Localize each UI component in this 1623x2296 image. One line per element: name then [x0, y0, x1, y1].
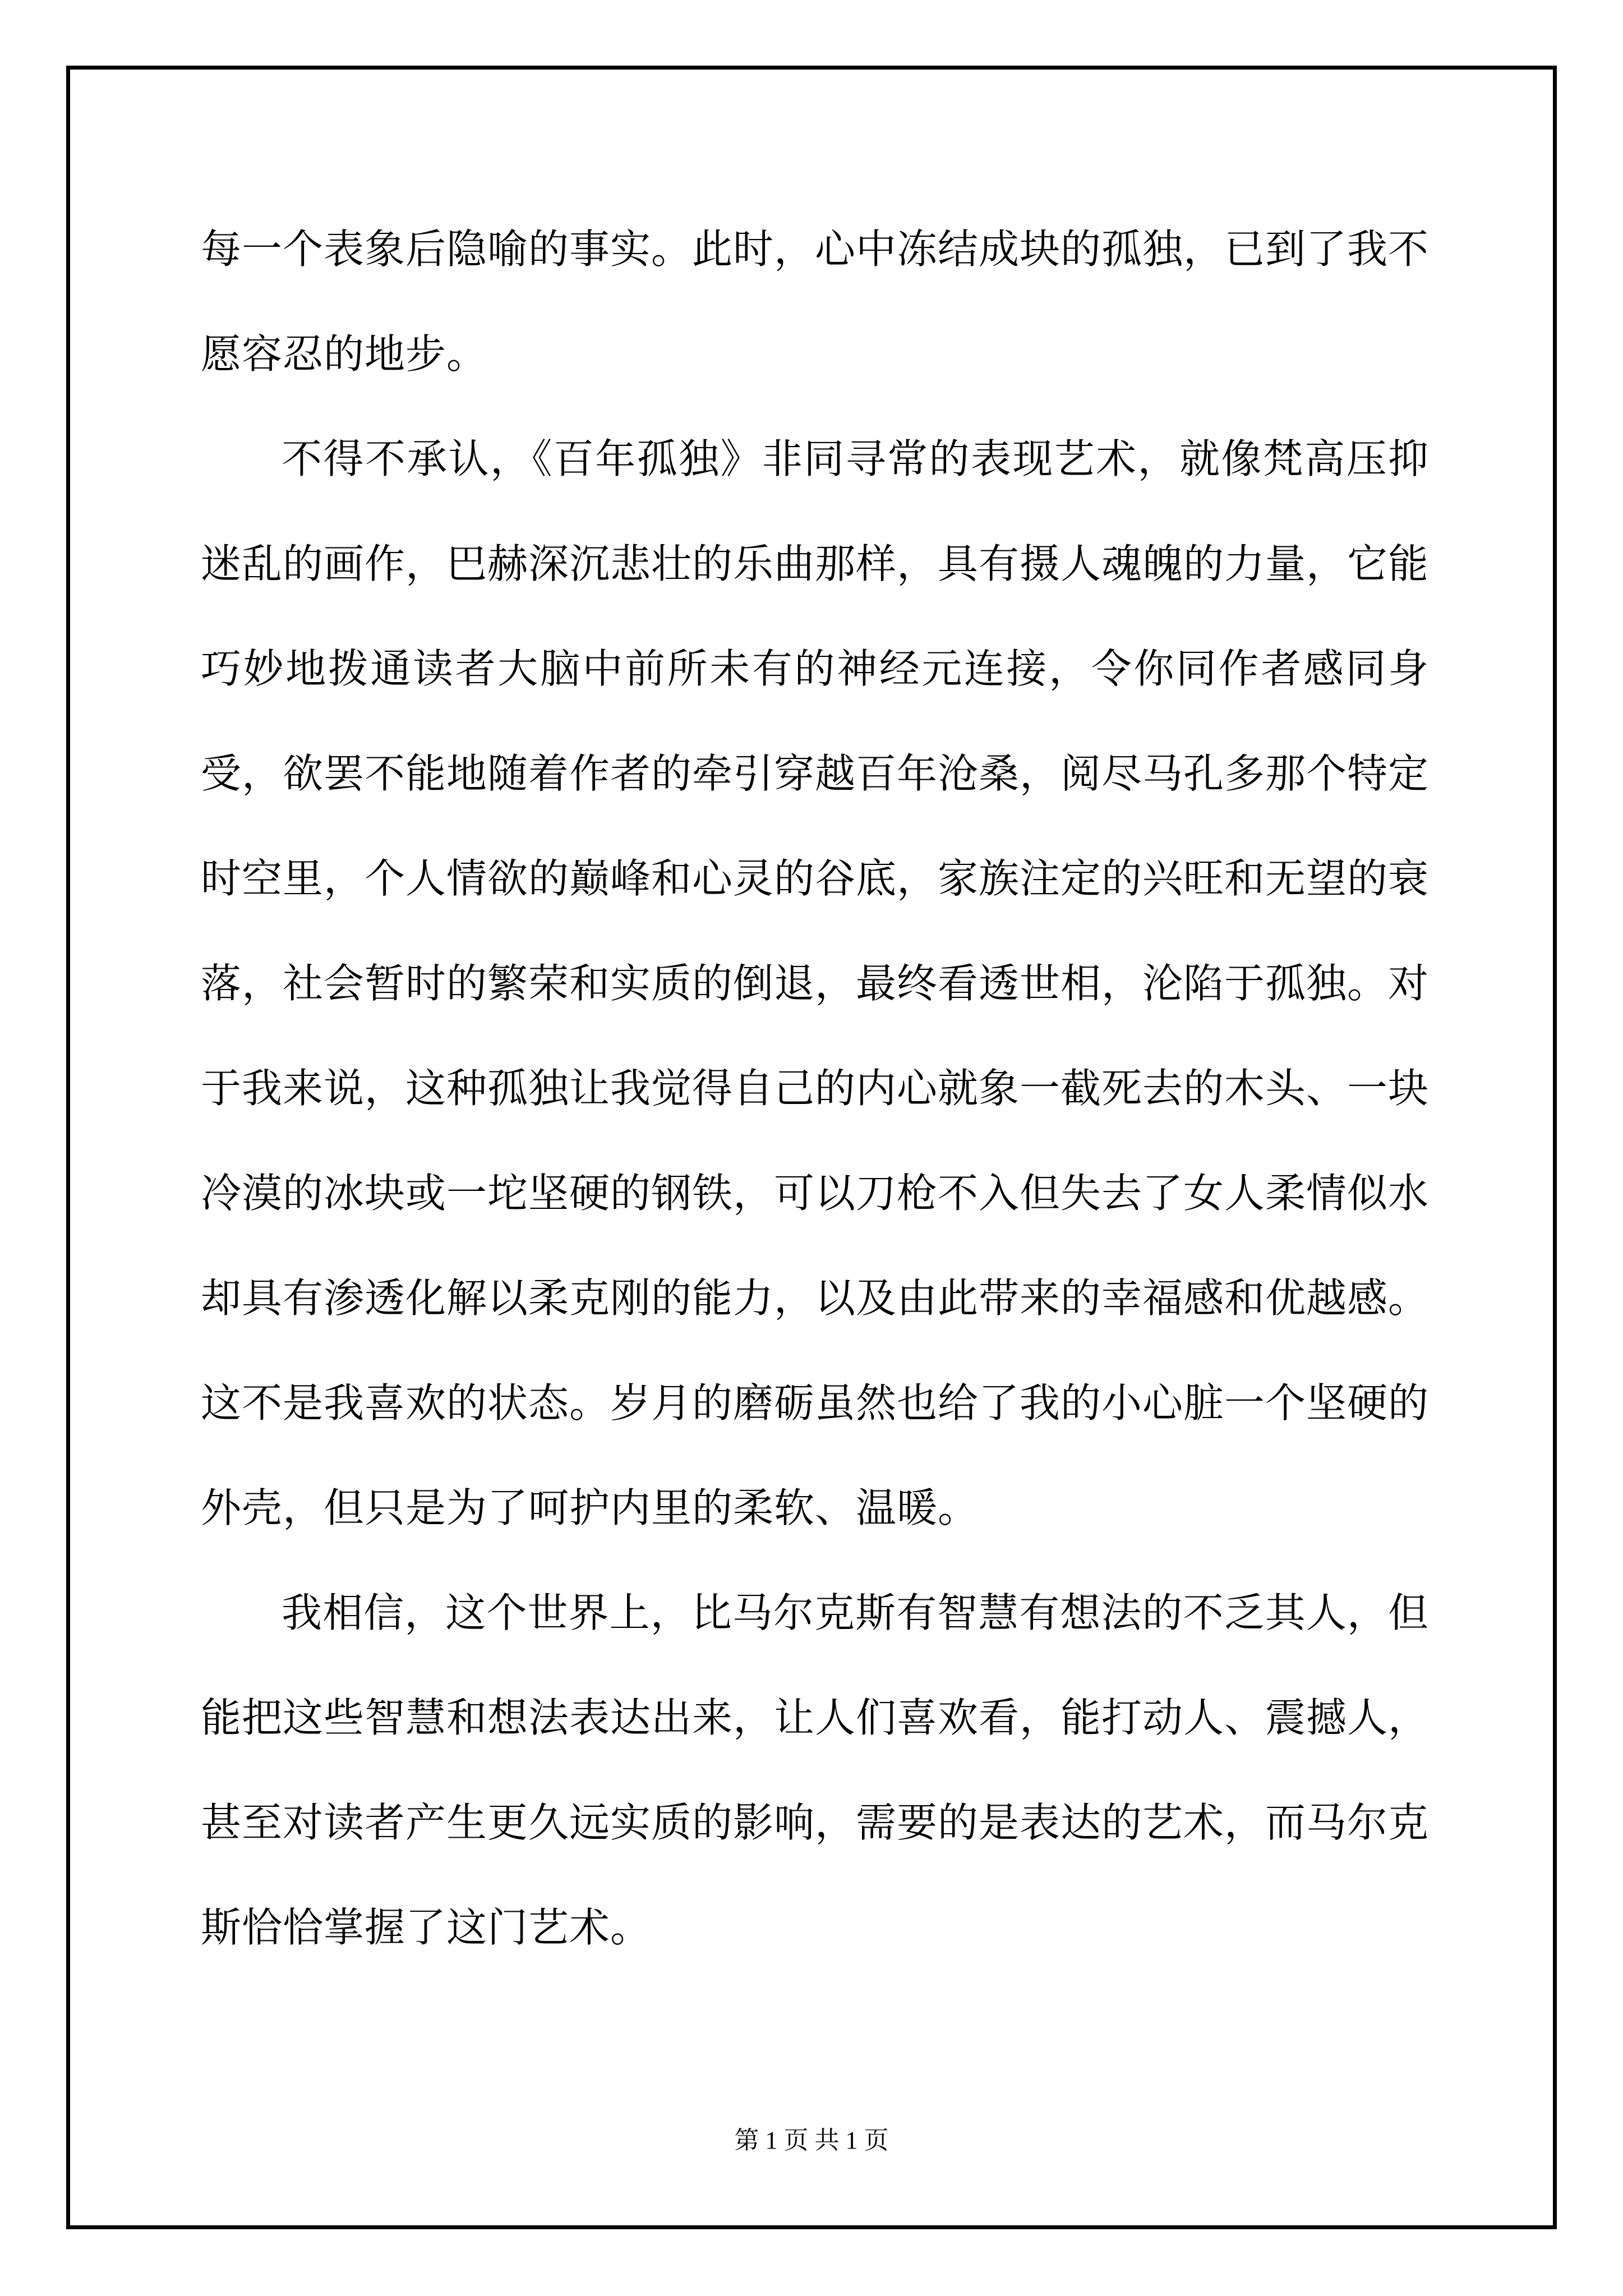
body-paragraph: 每一个表象后隐喻的事实。此时，心中冻结成块的孤独，已到了我不愿容忍的地步。 [201, 227, 1430, 377]
body-paragraph: 我相信，这个世界上，比马尔克斯有智慧有想法的不乏其人，但能把这些智慧和想法表达出来，让人们喜欢看，能打动人、震撼人，甚至对读者产生更久远实质的影响，需要的是表达的艺术，而马尔克斯恰恰掌握了这门艺术。 [201, 1591, 1430, 1950]
page-number-label: 第 1 页 共 1 页 [734, 2127, 889, 2154]
body-paragraph: 不得不承认，《百年孤独》非同寻常的表现艺术，就像梵高压抑迷乱的画作，巴赫深沉悲壮的乐曲那样，具有摄人魂魄的力量，它能巧妙地拨通读者大脑中前所未有的神经元连接，令你同作者感同身受，欲罢不能地随着作者的牵引穿越百年沧桑，阅尽马孔多那个特定时空里，个人情欲的巅峰和心灵的谷底，家族注定的兴旺和无望的衰落，社会暂时的繁荣和实质的倒退，最终看透世相，沦陷于孤独。对于我来说，这种孤独让我觉得自己的内心就象一截死去的木头、一块冷漠的冰块或一坨坚硬的钢铁，可以刀枪不入但失去了女人柔情似水却具有渗透化解以柔克刚的能力，以及由此带来的幸福感和优越感。这不是我喜欢的状态。岁月的磨砺虽然也给了我的小心脏一个坚硬的外壳，但只是为了呵护内里的柔软、温暖。 [201, 437, 1430, 1531]
page-footer [0, 2126, 1623, 2155]
document-body [201, 197, 1429, 1981]
